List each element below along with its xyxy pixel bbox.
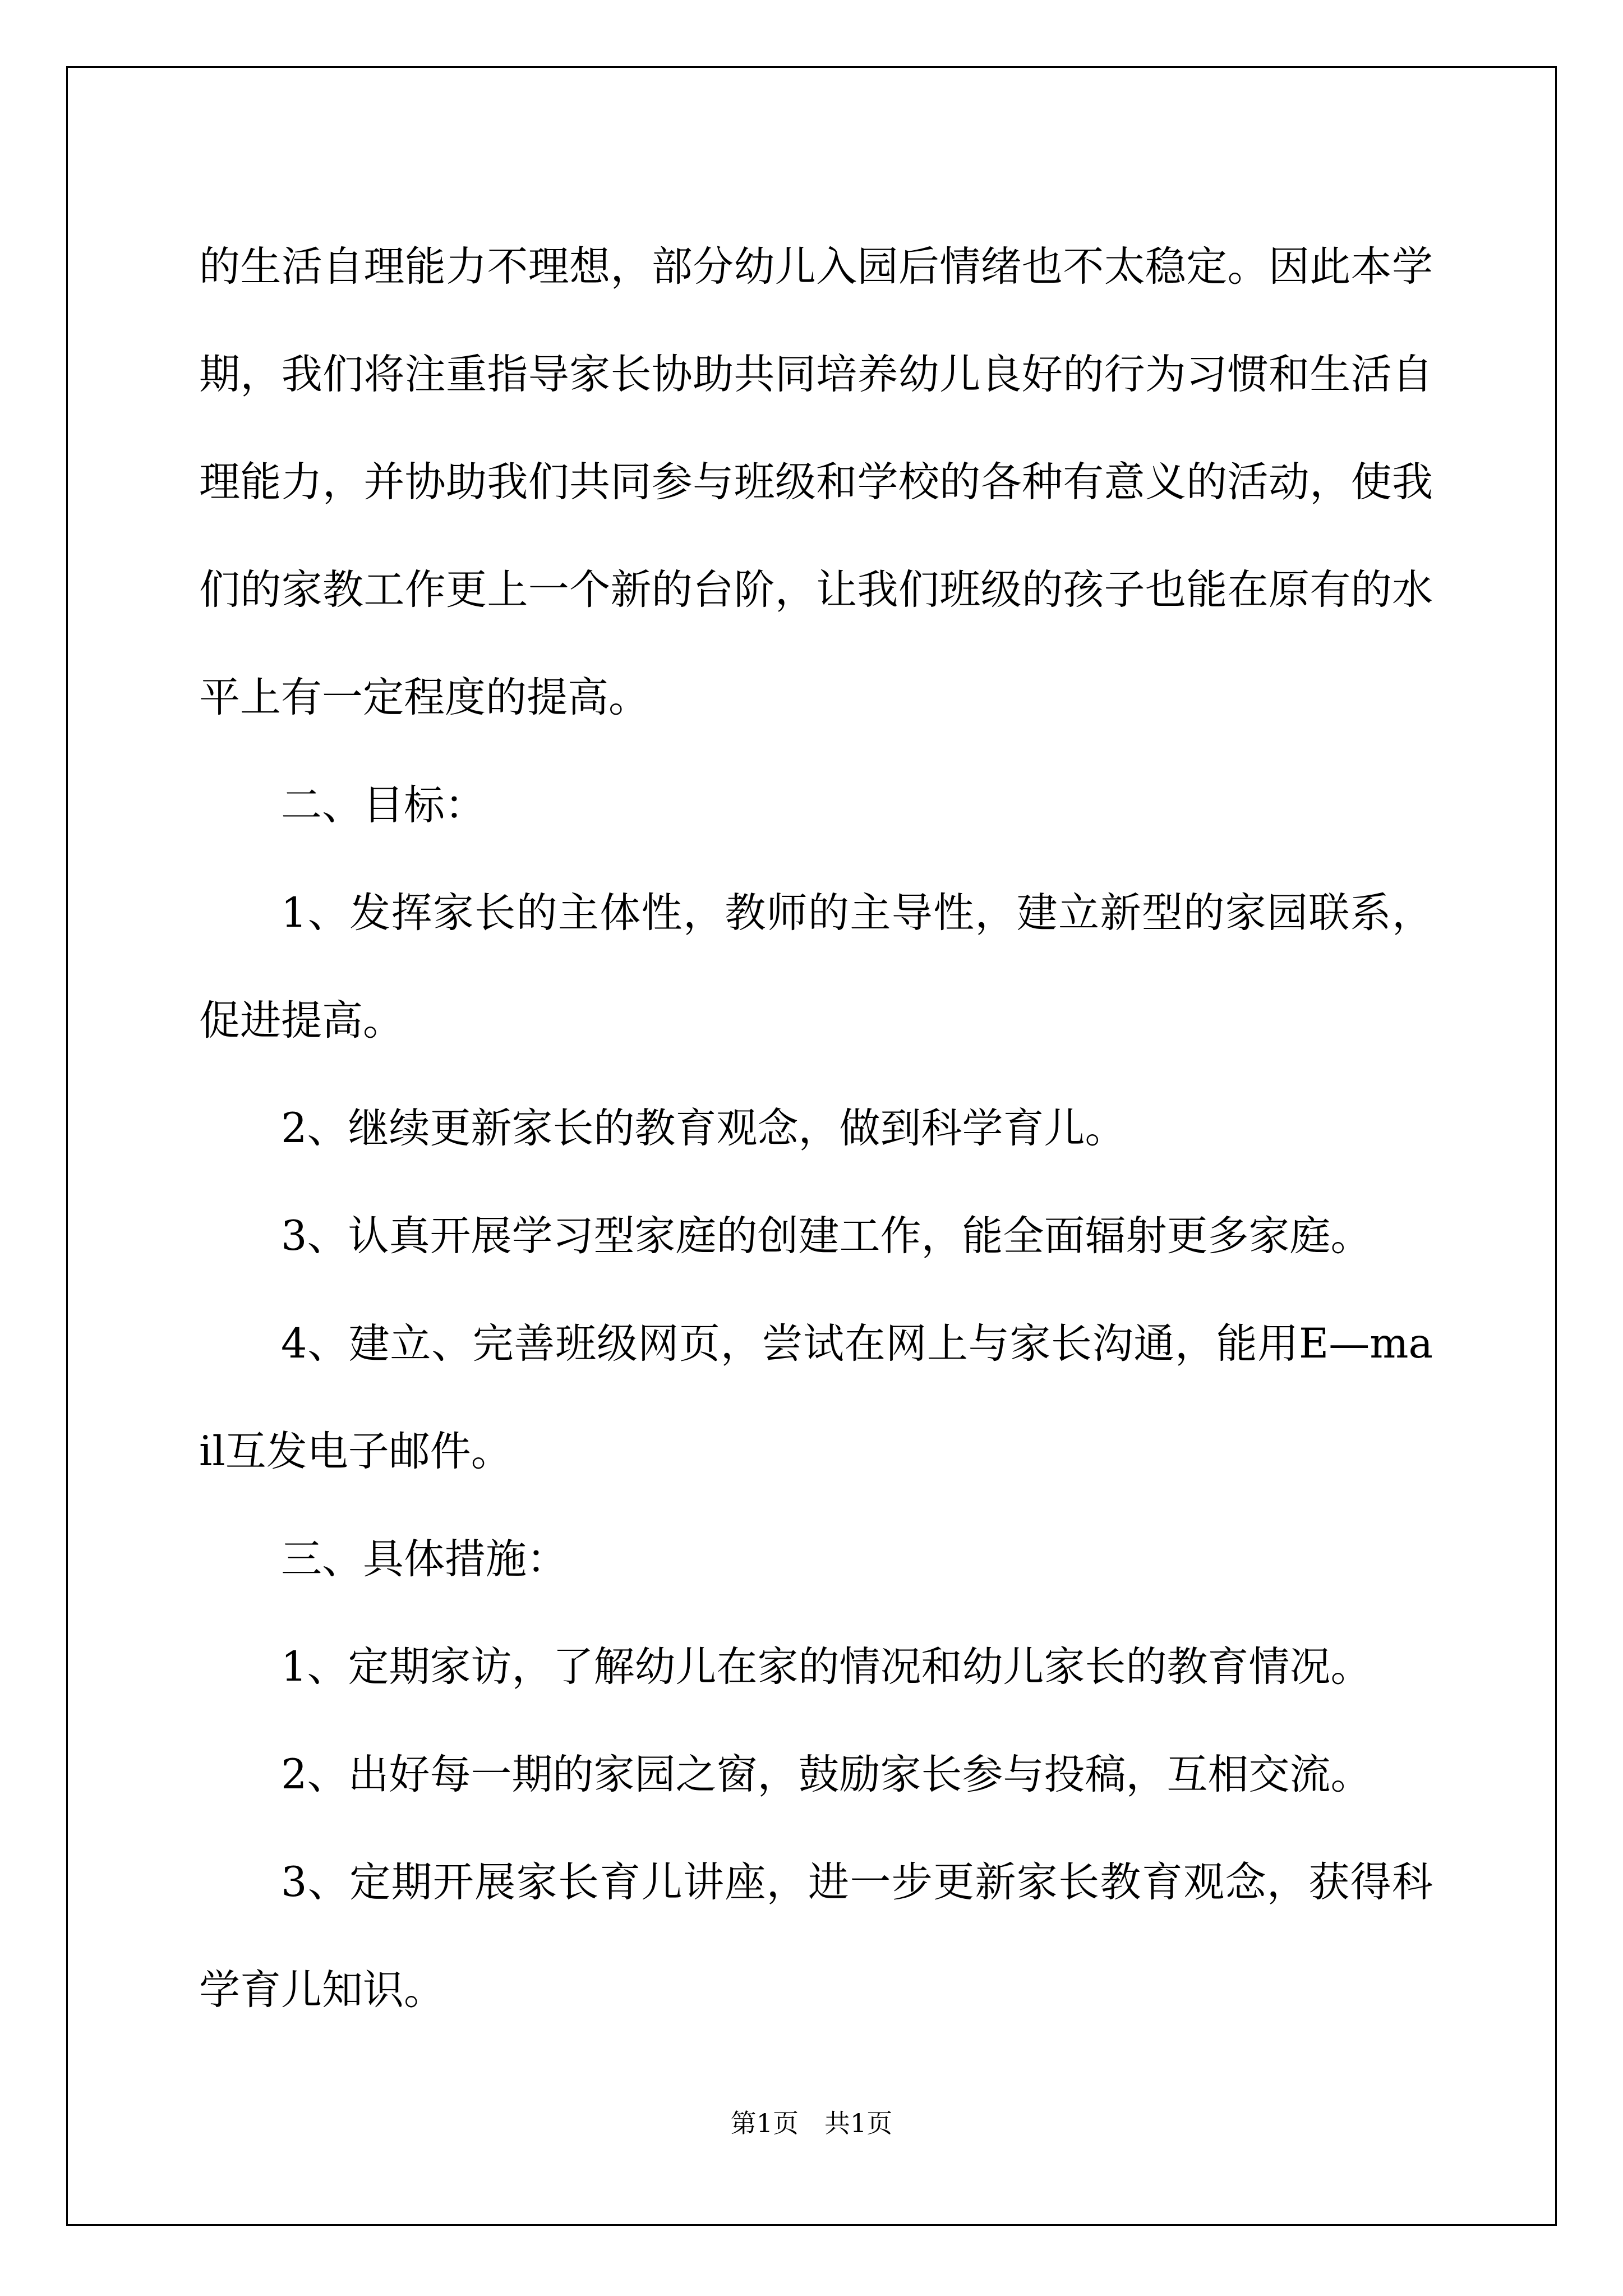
section-heading-measures: 三、具体措施：: [281, 1535, 568, 1583]
page-number-label: 第1页 共1页: [730, 2108, 893, 2138]
measure-item-1: 1、定期家访，了解幼儿在家的情况和幼儿家长的教育情况。: [281, 1643, 1372, 1691]
page-footer: [0, 2106, 1623, 2140]
goal-item-4: 4、建立、完善班级网页，尝试在网上与家长沟通，能用E—mail互发电子邮件。: [199, 1320, 1433, 1475]
document-body: [199, 213, 1433, 2044]
goal-item-3: 3、认真开展学习型家庭的创建工作，能全面辐射更多家庭。: [281, 1212, 1372, 1260]
measure-item-2: 2、出好每一期的家园之窗，鼓励家长参与投稿，互相交流。: [281, 1751, 1372, 1798]
section-heading-goals: 二、目标：: [281, 781, 486, 829]
measure-item-3: 3、定期开展家长育儿讲座，进一步更新家长教育观念，获得科学育儿知识。: [199, 1858, 1433, 2014]
goal-item-1: 1、发挥家长的主体性，教师的主导性，建立新型的家园联系，促进提高。: [199, 889, 1433, 1045]
goal-item-2: 2、继续更新家长的教育观念，做到科学育儿。: [281, 1105, 1126, 1152]
paragraph-continuation: 的生活自理能力不理想，部分幼儿入园后情绪也不太稳定。因此本学期，我们将注重指导家长协助共同培养幼儿良好的行为习惯和生活自理能力，并协助我们共同参与班级和学校的各种有意义的活动，使我们的家教工作更上一个新的台阶，让我们班级的孩子也能在原有的水平上有一定程度的提高。: [199, 243, 1433, 721]
